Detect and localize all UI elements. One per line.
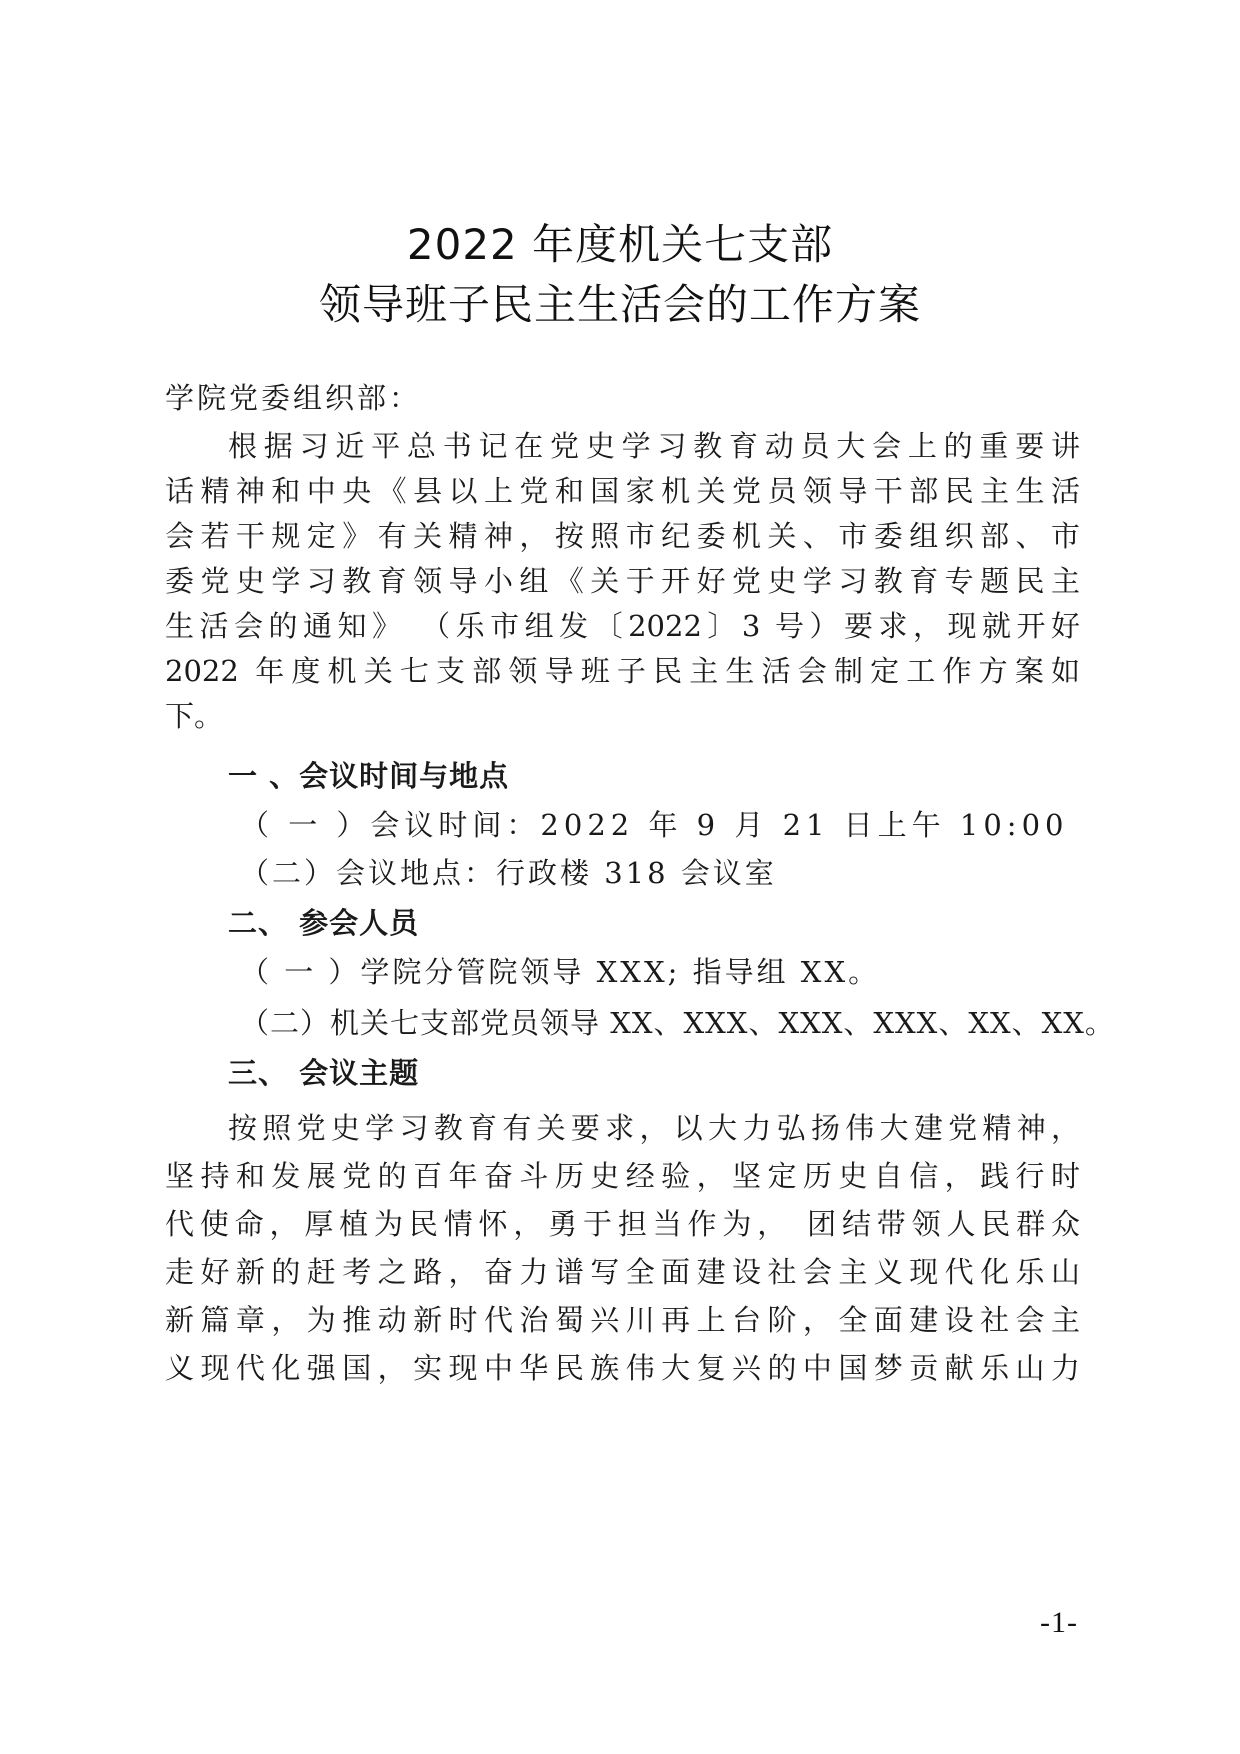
intro-line-6: 2022 年度机关七支部领导班子民主生活会制定工作方案如 (165, 654, 1080, 688)
intro-line-4: 委党史学习教育领导小组《关于开好党史学习教育专题民主 (165, 564, 1080, 598)
salutation: 学院党委组织部： (165, 381, 422, 415)
section-3-line-2: 坚持和发展党的百年奋斗历史经验，坚定历史自信，践行时 (165, 1159, 1080, 1193)
section-3-line-5: 新篇章，为推动新时代治蜀兴川再上台阶，全面建设社会主 (165, 1303, 1080, 1337)
intro-line-5: 生活会的通知》 （乐市组发〔2022〕3 号）要求，现就开好 (165, 609, 1080, 643)
page-number: -1- (1040, 1606, 1078, 1639)
section-1-item-1: （ 一 ）会议时间：2022 年 9 月 21 日上午 10:00 (240, 808, 1069, 842)
section-2-heading: 二、 参会人员 (228, 906, 420, 940)
section-3-line-4: 走好新的赶考之路，奋力谱写全面建设社会主义现代化乐山 (165, 1255, 1080, 1289)
intro-line-2: 话精神和中央《县以上党和国家机关党员领导干部民主生活 (165, 474, 1080, 508)
section-3-heading: 三、 会议主题 (228, 1056, 420, 1090)
intro-line-3: 会若干规定》有关精神，按照市纪委机关、市委组织部、市 (165, 519, 1080, 553)
section-2-item-1: （ 一 ）学院分管院领导 XXX; 指导组 XX。 (240, 955, 881, 989)
document-title-line-2: 领导班子民主生活会的工作方案 (318, 280, 921, 329)
section-3-line-6: 义现代化强国，实现中华民族伟大复兴的中国梦贡献乐山力 (165, 1351, 1080, 1385)
section-3-line-3: 代使命，厚植为民情怀，勇于担当作为， 团结带领人民群众 (165, 1207, 1080, 1241)
intro-line-1: 根据习近平总书记在党史学习教育动员大会上的重要讲 (228, 429, 1080, 463)
section-3-line-1: 按照党史学习教育有关要求，以大力弘扬伟大建党精神， (228, 1111, 1080, 1145)
section-1-heading: 一 、会议时间与地点 (228, 759, 510, 793)
document-title-line-1: 2022 年度机关七支部 (406, 220, 834, 269)
section-1-item-2: （二）会议地点：行政楼 318 会议室 (240, 856, 777, 890)
intro-line-7: 下。 (165, 699, 224, 733)
section-2-item-2: （二）机关七支部党员领导 XX、XXX、XXX、XXX、XX、XX。 (240, 1006, 1115, 1040)
